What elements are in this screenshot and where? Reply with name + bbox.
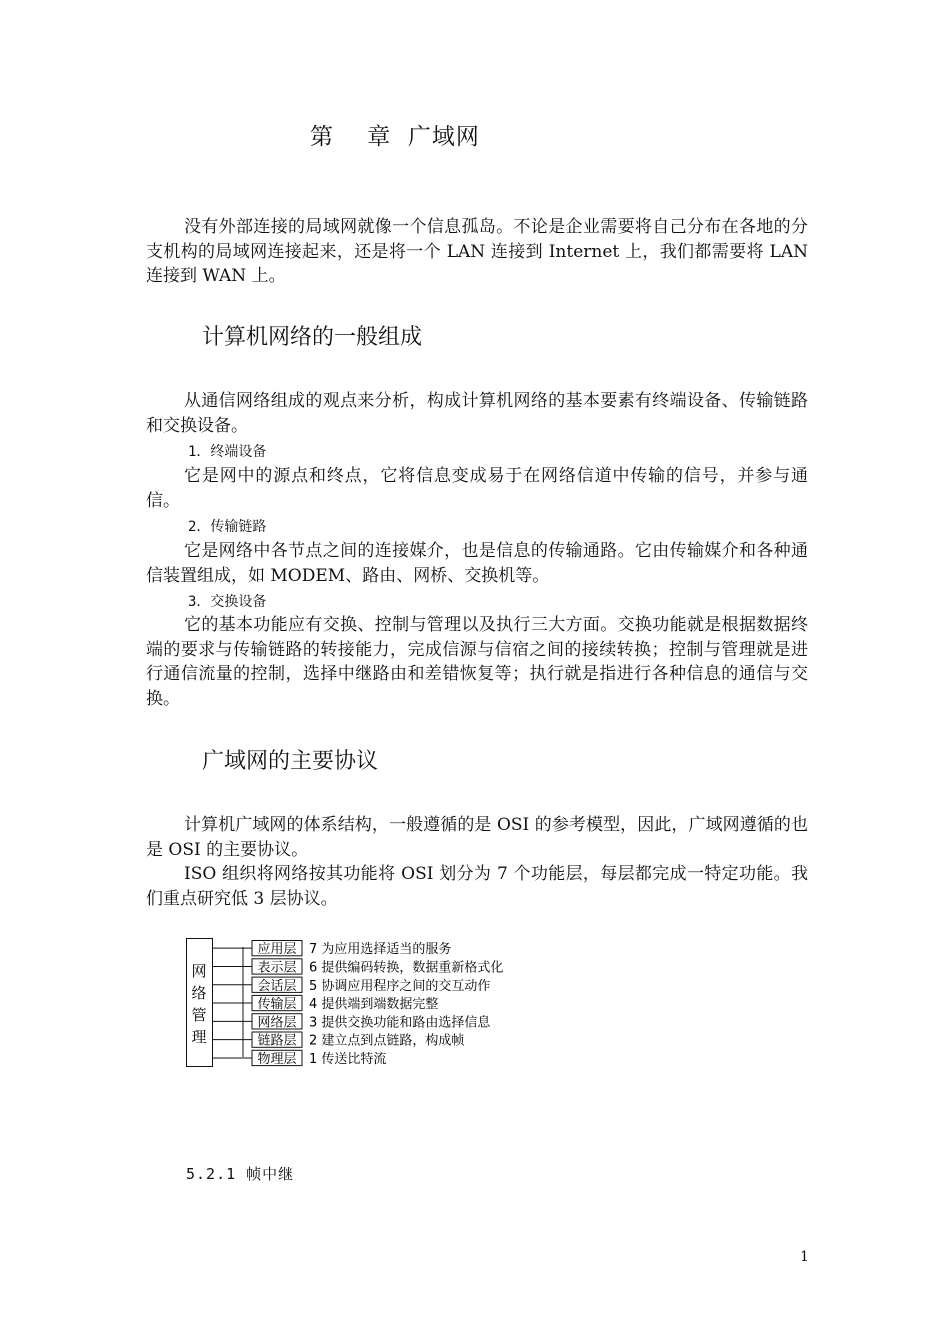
layer-name: 应用层: [257, 942, 297, 958]
layer-name: 会话层: [257, 978, 297, 994]
layer-description: 1 传送比特流: [309, 1051, 387, 1067]
layer-name: 表示层: [257, 960, 297, 976]
protocols-paragraph-1: 计算机广域网的体系结构，一般遵循的是 OSI 的参考模型，因此，广域网遵循的也是 OSI 的主要协议。: [146, 815, 808, 860]
layer-description: 4 提供端到端数据完整: [309, 997, 439, 1013]
network-management-box: [187, 939, 213, 1067]
item-text-terminal: 它是网中的源点和终点，它将信息变成易于在网络信道中传输的信号，并参与通信。: [146, 466, 808, 511]
item-text-link: 它是网络中各节点之间的连接媒介，也是信息的传输通路。它由传输媒介和各种通信装置组成，如 MODEM、路由、网桥、交换机等。: [146, 541, 808, 586]
layer-description: 5 协调应用程序之间的交互动作: [309, 978, 491, 994]
section-heading-composition: 计算机网络的一般组成: [202, 325, 423, 350]
layer-name: 物理层: [257, 1051, 297, 1067]
layer-description: 3 提供交换功能和路由选择信息: [309, 1015, 491, 1031]
layer-description: 6 提供编码转换，数据重新格式化: [309, 960, 504, 976]
item-text-switch: 它的基本功能应有交换、控制与管理以及执行三大方面。交换功能就是根据数据终端的要求与传输链路的转接能力，完成信源与信宿之间的接续转换；控制与管理就是进行通信流量的控制，选择中继路由和差错恢复等；执行就是指进行各种信息的通信与交换。: [146, 615, 808, 709]
subsection-heading: 5.2.1 帧中继: [186, 1165, 295, 1183]
item-label-link: 2．传输链路: [188, 519, 267, 535]
section-heading-protocols: 广域网的主要协议: [202, 749, 379, 774]
intro-paragraph: 没有外部连接的局域网就像一个信息孤岛。不论是企业需要将自己分布在各地的分支机构的局域网连接起来，还是将一个 LAN 连接到 Internet 上，我们都需要将 LAN 连接到 WAN 上。: [146, 217, 808, 286]
mgmt-char: 管: [191, 1006, 207, 1024]
mgmt-char: 理: [191, 1028, 207, 1046]
composition-intro: 从通信网络组成的观点来分析，构成计算机网络的基本要素有终端设备、传输链路和交换设备。: [146, 391, 808, 436]
protocols-paragraph-2: ISO 组织将网络按其功能将 OSI 划分为 7 个功能层，每层都完成一特定功能。我们重点研究低 3 层协议。: [146, 864, 808, 909]
mgmt-char: 网: [191, 962, 207, 980]
layer-name: 链路层: [257, 1033, 297, 1049]
layer-name: 网络层: [257, 1015, 297, 1031]
layer-description: 2 建立点到点链路，构成帧: [309, 1033, 465, 1049]
layer-description: 7 为应用选择适当的服务: [309, 942, 452, 958]
layer-name: 传输层: [257, 997, 297, 1013]
osi-layer-diagram: [186, 938, 546, 1070]
item-label-switch: 3．交换设备: [188, 594, 267, 610]
mgmt-char: 络: [191, 984, 207, 1002]
page-number: 1: [800, 1249, 809, 1265]
item-label-terminal: 1．终端设备: [188, 444, 267, 460]
page-title: 第 章 广域网: [310, 124, 480, 150]
